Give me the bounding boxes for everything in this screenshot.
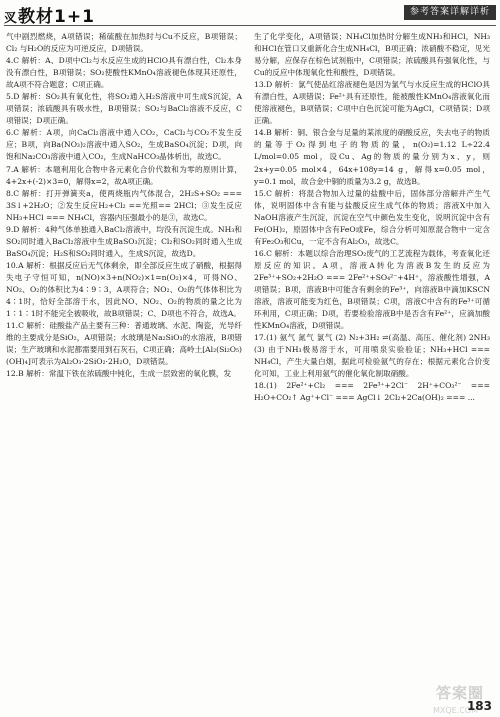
watermark-url: MXQE.COM <box>432 706 478 715</box>
answer-item: 9.D 解析：4种气体单独通入BaCl₂溶液中，均没有沉淀生成。NH₃和SO₂同时通入BaCl₂溶液中生成BaSO₃沉淀；Cl₂和SO₂同时通入生成BaSO₄沉淀；H₂S和SO₂同时通入，生成S沉淀，故选D。 <box>6 224 242 258</box>
section-tag: 参考答案详解详析 <box>404 5 496 20</box>
logo-prefix: 㕚 <box>4 11 19 26</box>
answer-item: 15.C 解析：将混合物加入过量的盐酸中后，固体部分溶解并产生气体，说明固体中含有能与盐酸反应生成气体的物质；溶液X中加入NaOH溶液产生沉淀，沉淀在空气中颜色发生变化，说明沉淀中含有Fe(OH)₂，原固体中含有FeO或Fe，综合分析可知原混合物中一定含有Fe₂O₃和Cu，一定不含有Al₂O₃，故选C。 <box>254 188 490 246</box>
answer-item: 8.C 解析：打开弹簧夹a，使两烧瓶内气体混合，2H₂S+SO₂ === 3S↓+2H₂O；②发生反应H₂+Cl₂ ==光照== 2HCl；③发生反应NH₃+HCl === NH₄Cl，容器内压强最小的是③，故选C。 <box>6 188 242 222</box>
answer-item: 生了化学变化，A项错误；NH₄Cl加热时分解生成NH₃和HCl，NH₃和HCl在管口又重新化合生成NH₄Cl，B项正确；浓硝酸不稳定，见光易分解，应保存在棕色试剂瓶中，C项错误；浓硫酸具有强氧化性，与Cu的反应中体现氧化性和酸性，D项错误。 <box>254 32 490 78</box>
book-logo <box>4 2 95 27</box>
answer-item: 7.A 解析：本题利用化合物中各元素化合价代数和为零的原则计算，4+2x+(-2)×3=0，解得x=2，故A项正确。 <box>6 164 242 186</box>
answer-item: 14.B 解析：铜、银合金与足量的某浓度的硝酸反应，失去电子的物质的量等于O₂得到电子的物质的量，n(O₂)=1.12 L÷22.4 L/mol=0.05 mol，设Cu、Ag的物质的量分别为x、y，则2x+y=0.05 mol×4，64x+108y=14 g，解得x=0.05 mol，y=0.1 mol，故合金中铜的质量为3.2 g，故选B。 <box>254 128 490 186</box>
page-number: 183 <box>466 699 492 713</box>
answer-item: 13.D 解析：氯气使品红溶液褪色是因为氯气与水反应生成的HClO具有漂白性，A项错误；Fe²⁺具有还原性，能被酸性KMnO₄溶液氧化而使溶液褪色，B项错误；C项中白色沉淀可能为AgCl，C项错误；D项正确。 <box>254 80 490 126</box>
header-divider <box>4 25 496 26</box>
answer-item: 11.C 解析：硅酸盐产品主要有三种：普通玻璃、水泥、陶瓷，光导纤维的主要成分是SiO₂，A项错误；水玻璃是Na₂SiO₃的水溶液，B项错误；生产玻璃和水泥都需要用到石灰石，C项正确；高岭土[Al₂(Si₂O₅)(OH)₄]可表示为Al₂O₃·2SiO₂·2H₂O，D项错误。 <box>6 321 242 367</box>
answer-item: 气中剧烈燃烧，A项错误；稀硫酸在加热时与Cu不反应，B项错误；Cl₂ 与H₂O的反应为可逆反应，D项错误。 <box>6 32 242 54</box>
right-column <box>254 31 490 695</box>
answer-item: 16.C 解析：本题以综合治理SO₂废气的工艺流程为载体，考查氧化还原反应的知识。A项，溶液A转化为溶液B发生的反应为2Fe³⁺+SO₂+2H₂O === 2Fe²⁺+SO₄²⁻+4H⁺，溶液酸性增强，A项错误；B项，溶液B中可能含有剩余的Fe³⁺，向溶液B中滴加KSCN溶液，溶液可能变为红色，B项错误；C项，溶液C中含有的Fe³⁺可循环利用，C项正确；D项，若要检验溶液B中是否含有Fe²⁺，应滴加酸性KMnO₄溶液，D项错误。 <box>254 248 490 331</box>
logo-title: 教材1+1 <box>18 7 95 27</box>
watermark: 答案圈 <box>435 684 484 702</box>
left-column <box>6 31 242 695</box>
answer-item: 12.B 解析：常温下铁在浓硫酸中钝化，生成一层致密的氧化膜，发 <box>6 369 232 379</box>
answer-item: 5.D 解析：SO₂具有氧化性，将SO₂通入H₂S溶液中可生成S沉淀，A项错误；浓硫酸具有吸水性，B项错误；SO₂与BaCl₂溶液不反应，C项错误；D项正确。 <box>6 92 242 126</box>
page-header <box>0 0 500 26</box>
answer-item: 17.(1) 氨气 氮气 氯气 (2) N₂+3H₂ ⇌(高温、高压、催化剂) 2NH₃ (3) 由于NH₃极易溶于水，可用喷泉实验验证；NH₃+HCl === NH₄Cl，产生大量白烟，据此可检验氨气的存在；根据元素化合价变化可知，工业上利用氨气的催化氧化制取硝酸。 <box>254 333 490 379</box>
answer-item: 4.C 解析：A、D项中Cl₂与水反应生成的HClO具有漂白性，Cl₂本身没有漂白性，B项错误；SO₂使酸性KMnO₄溶液褪色体现其还原性，故A项不符合题意；C项正确。 <box>6 56 242 90</box>
answer-item: 18.(1) 2Fe²⁺+Cl₂ === 2Fe³⁺+2Cl⁻ 2H⁺+CO₃²⁻ === H₂O+CO₂↑ Ag⁺+Cl⁻ === AgCl↓ 2Cl₂+2Ca(OH)₂ === ... <box>254 381 490 403</box>
answer-item: 6.C 解析：A项，向CaCl₂溶液中通入CO₂，CaCl₂与CO₂不发生反应；B项，向Ba(NO₃)₂溶液中通入SO₂，生成BaSO₄沉淀；D项，向饱和Na₂CO₃溶液中通入CO₂，生成NaHCO₃晶体析出，故选C。 <box>6 128 242 162</box>
answer-item: 10.A 解析：根据反应后无气体剩余，即全部反应生成了硝酸，根据得失电子守恒可知，n(NO)×3+n(NO₂)×1=n(O₂)×4，可得NO、NO₂、O₂的体积比为4∶9∶3，A项符合；NO₂、O₂的气体体积比为4∶1时，恰好全部溶于水，因此NO、NO₂、O₂的物质的量之比为1∶1∶1时不能完全被吸收，故B项错误；C、D项也不符合，故选A。 <box>6 260 242 319</box>
